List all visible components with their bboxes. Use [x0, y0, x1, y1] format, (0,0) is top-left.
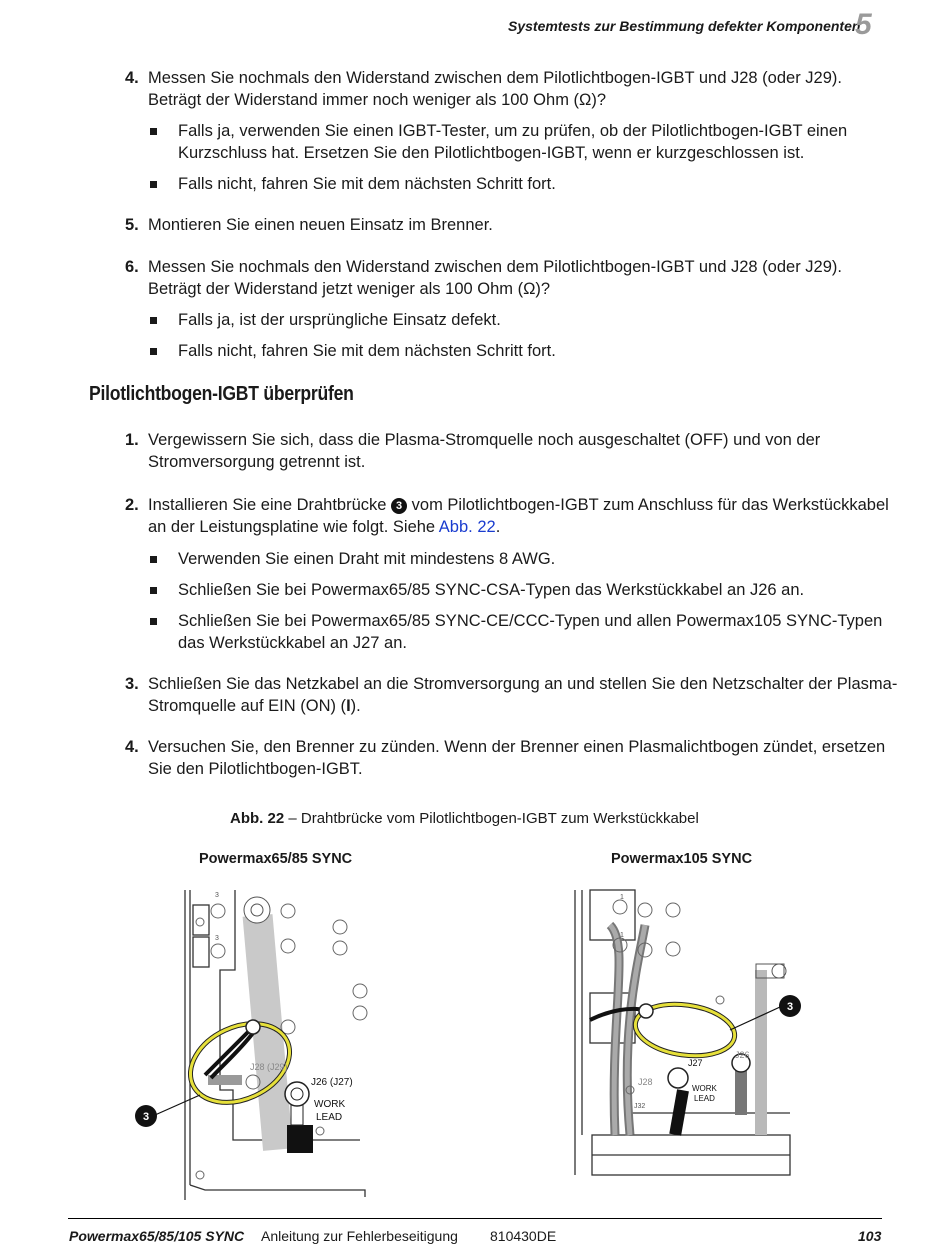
running-header: Systemtests zur Bestimmung defekter Komponenten	[508, 18, 861, 34]
section-heading: Pilotlichtbogen-IGBT überprüfen	[89, 383, 354, 405]
work-label: WORK	[692, 1084, 717, 1093]
step-number: 4.	[125, 738, 139, 756]
lead-label: LEAD	[316, 1112, 343, 1123]
step-number: 5.	[125, 216, 139, 234]
step-text	[148, 674, 898, 717]
step-text-part: ).	[350, 696, 361, 715]
connector-label-j27: J27	[688, 1058, 703, 1068]
bullet-text: Verwenden Sie einen Draht mit mindestens 8 AWG.	[178, 550, 556, 568]
step-text: Vergewissern Sie sich, dass die Plasma-Stromquelle noch ausgeschaltet (OFF) und von der Stromversorgung getrennt ist.	[148, 431, 821, 471]
bullet-text: Falls nicht, fahren Sie mit dem nächsten Schritt fort.	[178, 175, 556, 193]
step-text-part: Schließen Sie das Netzkabel an die Stromversorgung an und stellen Sie den Netzschalter der Plasma-Stromquelle auf EIN (ON) (	[148, 675, 898, 715]
step-number: 1.	[125, 431, 139, 449]
bullet-text: Falls nicht, fahren Sie mit dem nächsten Schritt fort.	[178, 342, 556, 360]
step-number: 4.	[125, 69, 139, 87]
step-number: 6.	[125, 258, 139, 276]
connector-label-j26: J26	[735, 1050, 750, 1060]
pin-label: 3	[215, 935, 219, 942]
step-text: Messen Sie nochmals den Widerstand zwischen dem Pilotlichtbogen-IGBT und J28 (oder J29). Beträgt der Widerstand jetzt weniger als 100 Ohm (Ω)?	[148, 258, 842, 298]
connector-label-j32: J32	[634, 1103, 646, 1110]
callout-3-icon: 3	[786, 1001, 794, 1013]
connector-label-j26: J26 (J27)	[311, 1077, 353, 1088]
bullet-square-icon	[150, 348, 157, 355]
bullet-square-icon	[150, 317, 157, 324]
bullet-square-icon	[150, 618, 157, 625]
step-text: Messen Sie nochmals den Widerstand zwischen dem Pilotlichtbogen-IGBT und J28 (oder J29). Beträgt der Widerstand immer noch weniger als 100 Ohm (Ω)?	[148, 69, 842, 109]
step-text	[148, 495, 898, 538]
footer-doc-title: Anleitung zur Fehlerbeseitigung	[261, 1228, 458, 1244]
figure-link[interactable]: Abb. 22	[438, 517, 496, 536]
figure-right-title: Powermax105 SYNC	[611, 851, 753, 867]
on-symbol: I	[346, 696, 351, 715]
bullet-square-icon	[150, 181, 157, 188]
step-text-part: Installieren Sie eine Drahtbrücke	[148, 496, 387, 514]
connector-label-j28: J28 (J29)	[250, 1062, 288, 1072]
figure-left-illustration	[125, 885, 370, 1203]
figure-caption-text: – Drahtbrücke vom Pilotlichtbogen-IGBT zum Werkstückkabel	[288, 810, 699, 827]
bullet-text: Schließen Sie bei Powermax65/85 SYNC-CSA-Typen das Werkstückkabel an J26 an.	[178, 581, 805, 599]
step-number: 2.	[125, 496, 139, 514]
bullet-square-icon	[150, 556, 157, 563]
bullet-text: Schließen Sie bei Powermax65/85 SYNC-CE/CCC-Typen und allen Powermax105 SYNC-Typen das Werkstückkabel an J27 an.	[178, 612, 883, 652]
callout-3-icon: 3	[142, 1111, 150, 1123]
figure-right-illustration	[570, 885, 810, 1180]
footer-doc-code: 810430DE	[490, 1228, 557, 1244]
callout-3-icon: 3	[391, 498, 407, 514]
work-label: WORK	[314, 1099, 346, 1110]
footer-divider	[68, 1218, 882, 1219]
page-number: 103	[858, 1228, 882, 1244]
step-text-part: vom Pilotlichtbogen-IGBT zum Anschluss für das Werkstückkabel an der Leistungsplatine wie folgt. Siehe	[148, 496, 889, 536]
figure-left-title: Powermax65/85 SYNC	[199, 851, 353, 867]
connector-label-j28: J28	[638, 1077, 653, 1087]
figure-caption	[230, 810, 699, 827]
lead-label: LEAD	[694, 1094, 715, 1103]
step-text: Versuchen Sie, den Brenner zu zünden. Wenn der Brenner einen Plasmalichtbogen zündet, ersetzen Sie den Pilotlichtbogen-IGBT.	[148, 738, 886, 778]
pin-label: 3	[215, 892, 219, 899]
bullet-square-icon	[150, 128, 157, 135]
footer-product: Powermax65/85/105 SYNC	[69, 1228, 245, 1244]
bullet-square-icon	[150, 587, 157, 594]
step-text-part: .	[495, 517, 501, 536]
step-text: Montieren Sie einen neuen Einsatz im Brenner.	[148, 216, 493, 234]
bullet-text: Falls ja, verwenden Sie einen IGBT-Tester, um zu prüfen, ob der Pilotlichtbogen-IGBT einen Kurzschluss hat. Ersetzen Sie den Pilotlichtbogen-IGBT, wenn er kurzgeschlossen ist.	[178, 122, 848, 162]
step-number: 3.	[125, 675, 139, 693]
pin-label: 1	[620, 932, 624, 939]
bullet-text: Falls ja, ist der ursprüngliche Einsatz defekt.	[178, 311, 501, 329]
figure-label: Abb. 22	[230, 810, 285, 827]
chapter-number: 5	[855, 8, 872, 41]
pin-label: 1	[620, 894, 624, 901]
